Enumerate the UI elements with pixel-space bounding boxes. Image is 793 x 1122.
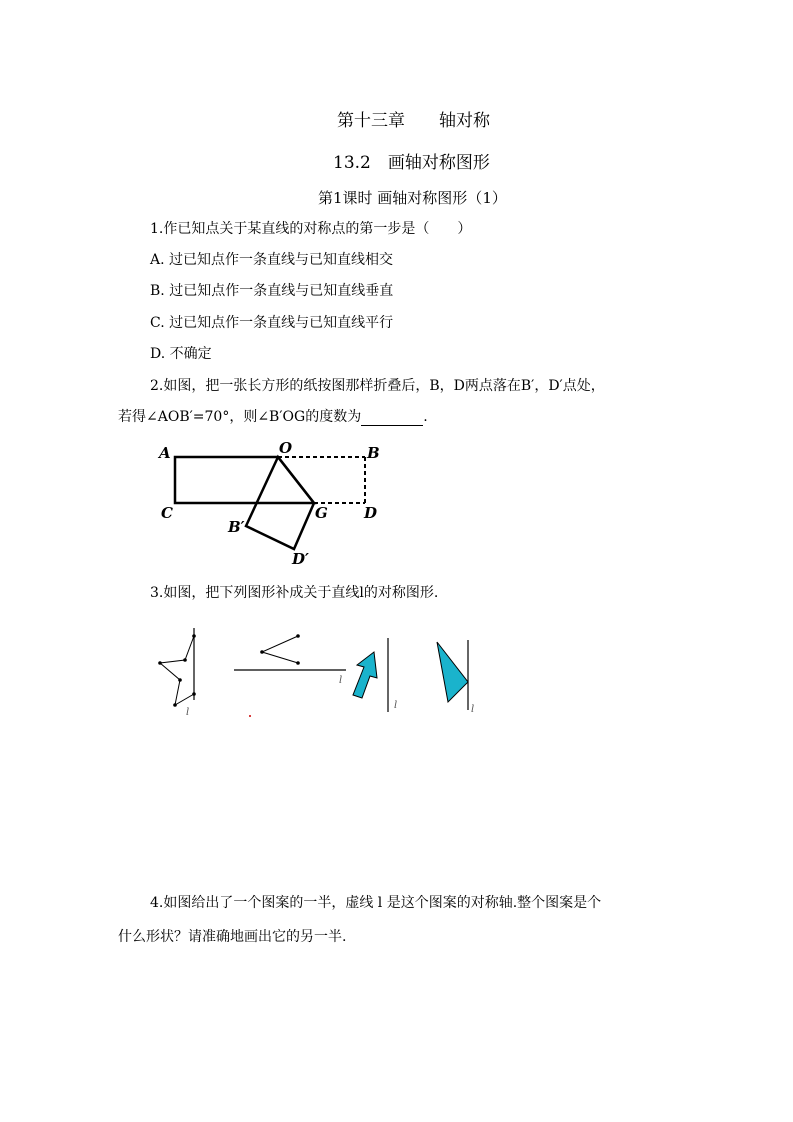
triangle-shape	[437, 642, 468, 702]
section-title: 13.2 画轴对称图形	[333, 153, 490, 173]
label-b: B	[367, 444, 380, 462]
axis-label-3: l	[394, 700, 398, 711]
q2-stem-line1: 2.如图，把一张长方形的纸按图那样折叠后，B，D两点落在B′，D′点处，	[150, 378, 605, 394]
half-star-shape	[160, 636, 194, 705]
stray-dot	[249, 715, 251, 717]
q3-stem: 3.如图，把下列图形补成关于直线l的对称图形.	[150, 585, 439, 601]
axis-label-4: l	[471, 704, 475, 715]
rectangle-aogc	[175, 457, 314, 503]
label-a: A	[159, 444, 171, 462]
angle-shape	[262, 636, 298, 663]
q1-option-b: B. 过已知点作一条直线与已知直线垂直	[150, 283, 394, 299]
answer-blank	[361, 411, 423, 426]
axis-label-1: l	[186, 707, 190, 718]
label-b-prime: B′	[228, 518, 245, 536]
lesson-title: 第1课时 画轴对称图形（1）	[318, 189, 507, 207]
q1-option-c: C. 过已知点作一条直线与已知直线平行	[150, 315, 394, 331]
q1-option-a: A. 过已知点作一条直线与已知直线相交	[150, 252, 394, 268]
label-c: C	[161, 504, 173, 522]
q2-stem-line2	[118, 406, 428, 426]
q2-stem-text: 若得∠AOB′=70°，则∠B′OG的度数为	[118, 409, 362, 425]
q4-stem-line1: 4.如图给出了一个图案的一半，虚线 l 是这个图案的对称轴.整个图案是个	[150, 895, 602, 911]
q1-option-d: D. 不确定	[150, 346, 212, 362]
q3-figures	[150, 620, 500, 730]
label-d: D	[364, 504, 378, 522]
arrow-shape	[353, 652, 377, 698]
q2-stem-end: .	[423, 409, 428, 425]
chapter-title: 第十三章 轴对称	[337, 111, 490, 131]
folded-rectangle-figure	[150, 436, 400, 570]
q1-stem: 1.作已知点关于某直线的对称点的第一步是（ ）	[150, 221, 472, 237]
label-o: O	[279, 439, 293, 457]
axis-label-2: l	[339, 675, 343, 686]
label-g: G	[315, 504, 328, 522]
label-d-prime: D′	[292, 550, 309, 568]
q4-stem-line2: 什么形状？请准确地画出它的另一半.	[118, 929, 347, 945]
